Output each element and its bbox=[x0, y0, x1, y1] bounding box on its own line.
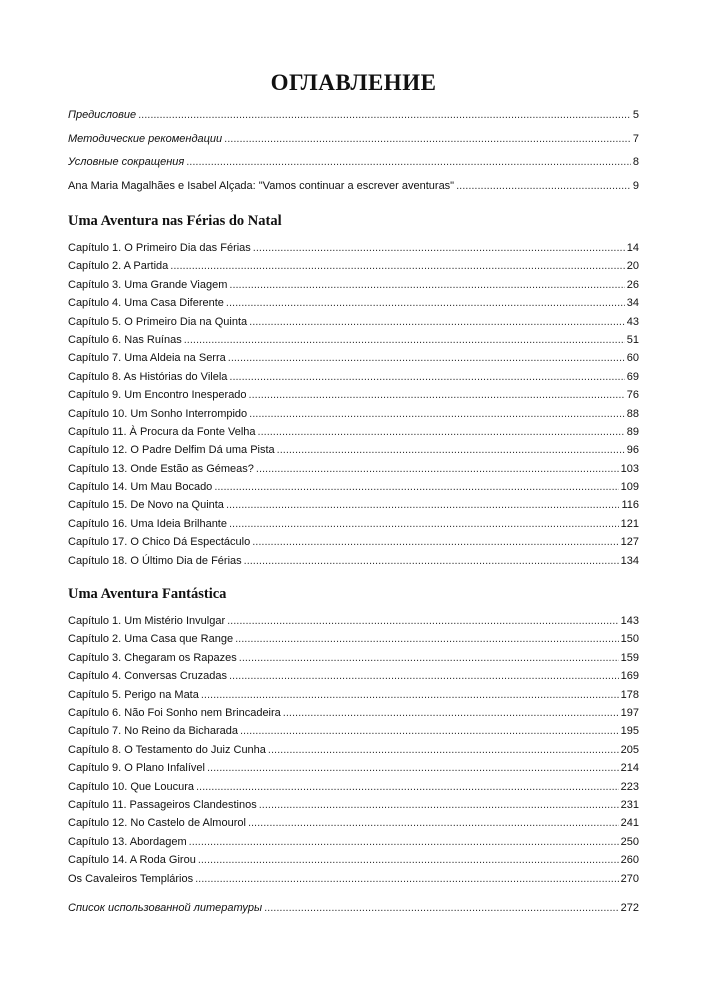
toc-entry bbox=[68, 128, 639, 152]
entry-label: Capítulo 8. As Histórias do Vilela bbox=[68, 370, 228, 383]
dot-leader bbox=[235, 630, 619, 648]
toc-entry bbox=[68, 175, 639, 199]
dot-leader bbox=[239, 649, 619, 667]
entry-page: 76 bbox=[626, 389, 639, 402]
toc-entry bbox=[68, 814, 639, 832]
dot-leader bbox=[226, 496, 620, 514]
entry-page: 223 bbox=[620, 780, 639, 793]
entry-label: Capítulo 5. Perigo na Mata bbox=[68, 688, 199, 701]
toc-entry bbox=[68, 552, 639, 570]
dot-leader bbox=[252, 533, 618, 551]
toc-entry bbox=[68, 441, 639, 459]
entry-label: Capítulo 7. No Reino da Bicharada bbox=[68, 725, 238, 738]
dot-leader bbox=[229, 667, 619, 685]
entry-label: Capítulo 1. Um Mistério Invulgar bbox=[68, 615, 226, 628]
entry-page: 195 bbox=[620, 725, 639, 738]
toc-entry bbox=[68, 276, 639, 294]
toc-entry bbox=[68, 833, 639, 851]
dot-leader bbox=[249, 386, 625, 404]
dot-leader bbox=[258, 423, 625, 441]
entry-page: 5 bbox=[632, 109, 639, 121]
entry-page: 60 bbox=[626, 352, 639, 365]
entry-page: 121 bbox=[620, 517, 639, 530]
dot-leader bbox=[227, 612, 619, 630]
entry-label: Capítulo 14. Um Mau Bocado bbox=[68, 481, 213, 494]
dot-leader bbox=[198, 851, 619, 869]
entry-label: Capítulo 9. O Plano Infalível bbox=[68, 762, 205, 775]
dot-leader bbox=[229, 515, 619, 533]
dot-leader bbox=[224, 128, 631, 152]
entry-label: Capítulo 12. No Castelo de Almourol bbox=[68, 817, 246, 830]
entry-label: Capítulo 13. Abordagem bbox=[68, 835, 187, 848]
toc-entry bbox=[68, 349, 639, 367]
dot-leader bbox=[268, 741, 619, 759]
entry-page: 178 bbox=[620, 688, 639, 701]
toc-entry bbox=[68, 686, 639, 704]
entry-label: Capítulo 11. À Procura da Fonte Velha bbox=[68, 425, 256, 438]
dot-leader bbox=[184, 331, 625, 349]
toc-entry bbox=[68, 796, 639, 814]
dot-leader bbox=[283, 704, 619, 722]
entry-label: Capítulo 15. De Novo na Quinta bbox=[68, 499, 224, 512]
toc-entry bbox=[68, 386, 639, 404]
toc-entry bbox=[68, 405, 639, 423]
dot-leader bbox=[228, 349, 625, 367]
entry-page: 241 bbox=[620, 817, 639, 830]
entry-page: 8 bbox=[632, 156, 639, 168]
section-heading: Uma Aventura Fantástica bbox=[68, 586, 227, 603]
dot-leader bbox=[186, 151, 631, 175]
entry-label: Capítulo 4. Conversas Cruzadas bbox=[68, 670, 227, 683]
entry-page: 69 bbox=[626, 370, 639, 383]
chapter-list bbox=[68, 239, 639, 570]
entry-page: 51 bbox=[626, 333, 639, 346]
toc-entry bbox=[68, 899, 639, 917]
dot-leader bbox=[229, 368, 624, 386]
entry-page: 20 bbox=[626, 260, 639, 273]
entry-page: 7 bbox=[632, 132, 639, 145]
entry-label: Условные сокращения bbox=[68, 156, 185, 168]
entry-page: 127 bbox=[620, 536, 639, 549]
entry-label: Capítulo 7. Uma Aldeia na Serra bbox=[68, 352, 226, 365]
toc-entry bbox=[68, 741, 639, 759]
entry-page: 96 bbox=[626, 444, 639, 457]
entry-label: Capítulo 10. Que Loucura bbox=[68, 780, 194, 793]
dot-leader bbox=[138, 104, 631, 128]
entry-page: 134 bbox=[620, 554, 639, 567]
entry-page: 150 bbox=[620, 633, 639, 646]
dot-leader bbox=[170, 257, 624, 275]
entry-label: Список использованной литературы bbox=[68, 901, 263, 914]
toc-entry bbox=[68, 870, 639, 888]
toc-entry bbox=[68, 649, 639, 667]
toc-entry bbox=[68, 104, 639, 128]
entry-label: Capítulo 8. O Testamento do Juiz Cunha bbox=[68, 743, 266, 756]
toc-entry bbox=[68, 368, 639, 386]
toc-entry bbox=[68, 851, 639, 869]
dot-leader bbox=[244, 552, 619, 570]
toc-entry bbox=[68, 722, 639, 740]
section-heading: Uma Aventura nas Férias do Natal bbox=[68, 213, 282, 229]
entry-page: 260 bbox=[620, 854, 639, 867]
toc-entry bbox=[68, 496, 639, 514]
entry-page: 272 bbox=[620, 901, 639, 914]
dot-leader bbox=[195, 870, 619, 888]
dot-leader bbox=[264, 899, 619, 917]
chapter-list bbox=[68, 612, 639, 888]
entry-label: Capítulo 3. Uma Grande Viagem bbox=[68, 278, 228, 291]
entry-label: Capítulo 9. Um Encontro Inesperado bbox=[68, 389, 247, 402]
toc-entry bbox=[68, 313, 639, 331]
entry-page: 169 bbox=[620, 670, 639, 683]
toc-entry bbox=[68, 630, 639, 648]
toc-entry bbox=[68, 460, 639, 478]
dot-leader bbox=[253, 239, 625, 257]
toc-entry bbox=[68, 294, 639, 312]
entry-page: 89 bbox=[626, 425, 639, 438]
entry-label: Capítulo 2. A Partida bbox=[68, 260, 169, 273]
entry-page: 159 bbox=[620, 651, 639, 664]
toc-entry bbox=[68, 423, 639, 441]
toc-entry bbox=[68, 612, 639, 630]
dot-leader bbox=[226, 294, 625, 312]
entry-page: 103 bbox=[620, 462, 639, 475]
dot-leader bbox=[248, 814, 619, 832]
dot-leader bbox=[256, 460, 619, 478]
back-matter-list bbox=[68, 899, 639, 917]
toc-entry bbox=[68, 478, 639, 496]
dot-leader bbox=[214, 478, 618, 496]
section-aventura-fantastica bbox=[68, 583, 639, 888]
entry-label: Capítulo 13. Onde Estão as Gémeas? bbox=[68, 462, 254, 475]
toc-entry bbox=[68, 331, 639, 349]
entry-label: Capítulo 10. Um Sonho Interrompido bbox=[68, 407, 248, 420]
entry-page: 9 bbox=[632, 179, 639, 192]
entry-label: Capítulo 14. A Roda Girou bbox=[68, 854, 196, 867]
entry-label: Методические рекомендации bbox=[68, 132, 223, 145]
toc-entry bbox=[68, 759, 639, 777]
entry-page: 116 bbox=[621, 499, 639, 512]
dot-leader bbox=[277, 441, 625, 459]
entry-page: 34 bbox=[626, 297, 639, 310]
entry-page: 43 bbox=[626, 315, 639, 328]
entry-label: Capítulo 1. O Primeiro Dia das Férias bbox=[68, 242, 251, 254]
toc-page bbox=[68, 0, 639, 917]
toc-entry bbox=[68, 778, 639, 796]
dot-leader bbox=[189, 833, 619, 851]
toc-entry bbox=[68, 533, 639, 551]
entry-page: 214 bbox=[620, 762, 639, 775]
entry-page: 270 bbox=[620, 872, 639, 885]
dot-leader bbox=[249, 313, 625, 331]
entry-label: Ana Maria Magalhães e Isabel Alçada: "Vamos continuar a escrever aventuras" bbox=[68, 179, 455, 192]
entry-page: 26 bbox=[626, 278, 639, 291]
entry-page: 88 bbox=[626, 407, 639, 420]
dot-leader bbox=[240, 722, 619, 740]
entry-page: 143 bbox=[620, 615, 639, 628]
entry-page: 231 bbox=[620, 798, 639, 811]
front-matter-list bbox=[68, 104, 639, 198]
entry-label: Capítulo 17. O Chico Dá Espectáculo bbox=[68, 536, 251, 549]
dot-leader bbox=[196, 778, 619, 796]
toc-entry bbox=[68, 151, 639, 175]
entry-page: 205 bbox=[620, 743, 639, 756]
entry-label: Capítulo 4. Uma Casa Diferente bbox=[68, 297, 224, 310]
dot-leader bbox=[229, 276, 624, 294]
entry-page: 250 bbox=[620, 835, 639, 848]
dot-leader bbox=[207, 759, 619, 777]
dot-leader bbox=[456, 175, 631, 199]
entry-label: Предисловие bbox=[68, 109, 137, 121]
toc-entry bbox=[68, 257, 639, 275]
entry-label: Capítulo 5. O Primeiro Dia na Quinta bbox=[68, 315, 248, 328]
entry-label: Capítulo 16. Uma Ideia Brilhante bbox=[68, 517, 227, 530]
entry-label: Capítulo 2. Uma Casa que Range bbox=[68, 633, 234, 646]
dot-leader bbox=[201, 686, 619, 704]
toc-entry bbox=[68, 704, 639, 722]
entry-page: 14 bbox=[626, 242, 639, 254]
toc-entry bbox=[68, 667, 639, 685]
toc-entry bbox=[68, 239, 639, 257]
entry-page: 109 bbox=[620, 481, 639, 494]
entry-label: Capítulo 18. O Último Dia de Férias bbox=[68, 554, 242, 567]
entry-page: 197 bbox=[620, 706, 639, 719]
entry-label: Os Cavaleiros Templários bbox=[68, 872, 194, 885]
toc-entry bbox=[68, 515, 639, 533]
dot-leader bbox=[259, 796, 619, 814]
dot-leader bbox=[249, 405, 625, 423]
entry-label: Capítulo 6. Não Foi Sonho nem Brincadeira bbox=[68, 706, 281, 719]
entry-label: Capítulo 12. O Padre Delfim Dá uma Pista bbox=[68, 444, 275, 457]
entry-label: Capítulo 6. Nas Ruínas bbox=[68, 333, 182, 346]
entry-label: Capítulo 3. Chegaram os Rapazes bbox=[68, 651, 237, 664]
section-ferias-do-natal bbox=[68, 210, 639, 570]
entry-label: Capítulo 11. Passageiros Clandestinos bbox=[68, 798, 257, 811]
toc-title: ОГЛАВЛЕНИЕ bbox=[270, 70, 437, 95]
